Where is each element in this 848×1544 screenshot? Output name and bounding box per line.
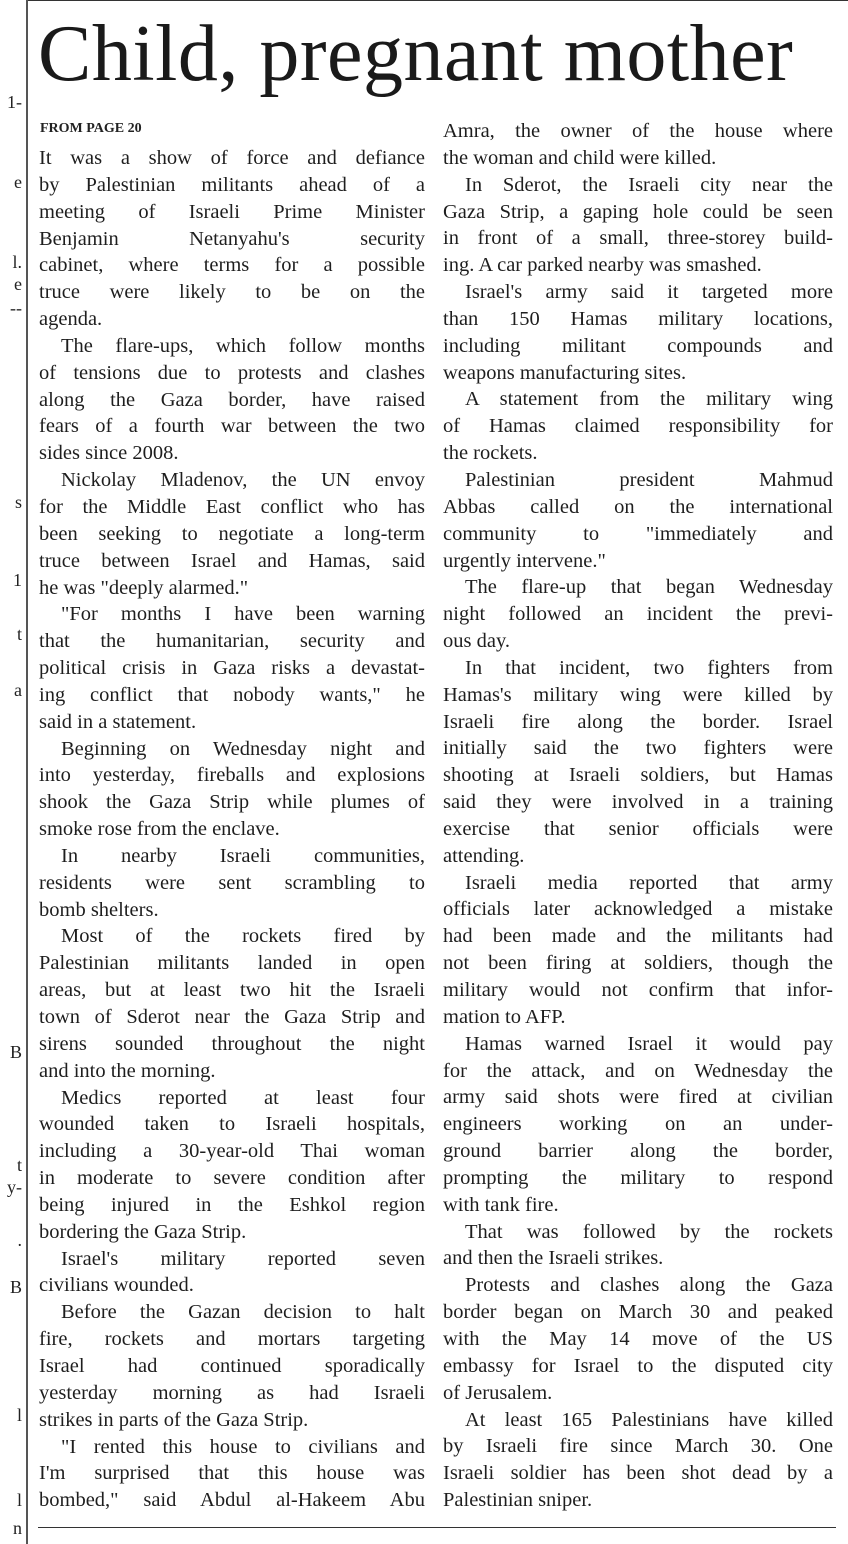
text-line: In nearby Israeli communities,	[61, 844, 425, 867]
paragraph	[39, 333, 425, 467]
text-line: urgently intervene."	[443, 549, 606, 572]
text-line: exercise that senior officials were	[443, 817, 833, 840]
paragraph	[39, 923, 425, 1084]
text-line: In that incident, two fighters from	[465, 656, 833, 679]
text-line: ous day.	[443, 630, 510, 653]
text-line: Israel had continued sporadically	[39, 1354, 425, 1377]
text-line: shook the Gaza Strip while plumes of	[39, 791, 425, 814]
text-line: of tensions due to protests and clashes	[39, 361, 425, 384]
text-line: officials later acknowledged a mistake	[443, 898, 833, 921]
text-line: Palestinian militants landed in open	[39, 952, 425, 975]
margin-fragment: s	[14, 492, 22, 512]
column-divider-rule	[26, 0, 28, 1544]
text-line: Palestinian president Mahmud	[465, 468, 833, 491]
text-line: smoke rose from the enclave.	[39, 818, 280, 841]
article-column-1	[39, 145, 425, 1514]
text-line: of Hamas claimed responsibility for	[443, 415, 833, 438]
text-line: That was followed by the rockets	[465, 1220, 833, 1243]
text-line: "For months I have been warning	[61, 603, 425, 626]
text-line: I'm surprised that this house was	[39, 1462, 425, 1485]
text-line: areas, but at least two hit the Israeli	[39, 979, 425, 1002]
text-line: ing conflict that nobody wants," he	[39, 683, 425, 706]
top-rule	[27, 0, 848, 1]
text-line: The flare-ups, which follow months	[61, 334, 425, 357]
paragraph	[443, 1219, 833, 1273]
text-line: being injured in the Eshkol region	[39, 1193, 425, 1216]
text-line: he was "deeply alarmed."	[39, 576, 249, 599]
text-line: attending.	[443, 844, 525, 867]
text-line: embassy for Israel to the disputed city	[443, 1354, 833, 1377]
margin-fragment: a	[14, 680, 22, 700]
paragraph	[443, 467, 833, 574]
text-line: in front of a small, three-storey build-	[443, 227, 833, 250]
text-line: in moderate to severe condition after	[39, 1167, 425, 1190]
text-line: ing. A car parked nearby was smashed.	[443, 254, 762, 277]
text-line: Gaza Strip, a gaping hole could be seen	[443, 200, 833, 223]
text-line: night followed an incident the previ-	[443, 603, 833, 626]
text-line: military would not confirm that infor-	[443, 979, 833, 1001]
text-line: bomb shelters.	[39, 898, 159, 921]
text-line: prompting the military to respond	[443, 1166, 833, 1189]
paragraph	[39, 1246, 425, 1300]
text-line: engineers working on an under-	[443, 1113, 833, 1136]
text-line: with tank fire.	[443, 1193, 559, 1216]
paragraph	[443, 1031, 833, 1219]
paragraph	[39, 736, 425, 843]
text-line: border began on March 30 and peaked	[443, 1301, 833, 1324]
text-line: ground barrier along the border,	[443, 1140, 833, 1163]
text-line: sirens sounded throughout the night	[39, 1032, 425, 1055]
article-column-2	[443, 118, 833, 1514]
margin-fragment: 1	[13, 570, 22, 590]
text-line: Protests and clashes along the Gaza	[465, 1274, 833, 1297]
margin-fragment: e	[14, 172, 22, 192]
text-line: Israeli media reported that army	[465, 871, 833, 894]
continuation-kicker: FROM PAGE 20	[40, 121, 142, 136]
text-line: been seeking to negotiate a long-term	[39, 522, 425, 545]
text-line: town of Sderot near the Gaza Strip and	[39, 1006, 425, 1028]
paragraph	[39, 1299, 425, 1433]
text-line: At least 165 Palestinians have killed	[465, 1408, 833, 1431]
text-line: for the Middle East conflict who has	[39, 495, 425, 518]
text-line: yesterday morning as had Israeli	[39, 1381, 425, 1404]
text-line: mation to AFP.	[443, 1005, 566, 1028]
text-line: by Israeli fire since March 30. One	[443, 1435, 833, 1458]
text-line: Hamas warned Israel it would pay	[465, 1032, 833, 1055]
text-line: Israeli fire along the border. Israel	[443, 710, 833, 733]
text-line: truce were likely to be on the	[39, 281, 425, 304]
paragraph	[443, 1272, 833, 1406]
text-line: strikes in parts of the Gaza Strip.	[39, 1408, 309, 1431]
text-line: agenda.	[39, 308, 103, 331]
text-line: weapons manufacturing sites.	[443, 361, 687, 384]
headline: Child, pregnant mother	[38, 10, 794, 98]
text-line: had been made and the militants had	[443, 925, 833, 948]
bottom-rule	[38, 1527, 836, 1528]
margin-fragment: B	[9, 1277, 22, 1297]
text-line: The flare-up that began Wednesday	[465, 576, 833, 599]
margin-fragment: e	[14, 274, 22, 294]
text-line: Nickolay Mladenov, the UN envoy	[61, 469, 425, 492]
text-line: and into the morning.	[39, 1059, 216, 1082]
text-line: army said shots were fired at civilian	[443, 1086, 833, 1109]
text-line: said in a statement.	[39, 710, 197, 733]
margin-fragment: t	[16, 1155, 22, 1175]
text-line: shooting at Israeli soldiers, but Hamas	[443, 764, 833, 787]
text-line: the rockets.	[443, 442, 538, 465]
paragraph	[443, 655, 833, 870]
text-line: Amra, the owner of the house where	[443, 120, 833, 142]
text-line: Beginning on Wednesday night and	[61, 737, 425, 760]
text-line: meeting of Israeli Prime Minister	[39, 200, 425, 223]
paragraph	[443, 172, 833, 279]
margin-fragment: B	[9, 1042, 22, 1062]
text-line: with the May 14 move of the US	[443, 1327, 833, 1350]
text-line: A statement from the military wing	[465, 388, 833, 411]
text-line: fears of a fourth war between the two	[39, 415, 425, 438]
paragraph	[39, 1434, 425, 1515]
margin-fragment: n	[13, 1518, 22, 1538]
text-line: political crisis in Gaza risks a devastat-	[39, 657, 425, 680]
paragraph	[39, 145, 425, 333]
paragraph	[39, 843, 425, 924]
margin-fragment: l	[16, 1405, 22, 1425]
text-line: civilians wounded.	[39, 1274, 194, 1297]
paragraph	[39, 601, 425, 735]
text-line: Israel's military reported seven	[61, 1247, 425, 1270]
text-line: sides since 2008.	[39, 442, 179, 465]
text-line: Israeli soldier has been shot dead by a	[443, 1462, 833, 1485]
margin-fragment: 1-	[7, 92, 22, 112]
text-line: and then the Israeli strikes.	[443, 1247, 664, 1270]
text-line: along the Gaza border, have raised	[39, 388, 425, 411]
text-line: Israel's army said it targeted more	[465, 281, 833, 304]
text-line: In Sderot, the Israeli city near the	[465, 173, 833, 196]
paragraph	[443, 118, 833, 172]
text-line: bombed," said Abdul al-Hakeem Abu	[39, 1489, 425, 1512]
text-line: than 150 Hamas military locations,	[443, 307, 833, 330]
text-line: initially said the two fighters were	[443, 737, 833, 760]
text-line: for the attack, and on Wednesday the	[443, 1059, 833, 1082]
text-line: bordering the Gaza Strip.	[39, 1220, 247, 1243]
text-line: into yesterday, fireballs and explosions	[39, 764, 425, 787]
paragraph	[39, 1085, 425, 1246]
paragraph	[39, 467, 425, 601]
text-line: said they were involved in a training	[443, 791, 833, 814]
text-line: It was a show of force and defiance	[39, 147, 425, 169]
text-line: Benjamin Netanyahu's security	[39, 227, 425, 250]
paragraph	[443, 386, 833, 467]
text-line: community to "immediately and	[443, 522, 833, 545]
text-line: that the humanitarian, security and	[39, 630, 425, 653]
margin-fragment: y-	[7, 1177, 22, 1197]
text-line: including a 30-year-old Thai woman	[39, 1140, 425, 1163]
margin-fragment: l.	[12, 252, 22, 272]
text-line: cabinet, where terms for a possible	[39, 254, 425, 277]
text-line: Before the Gazan decision to halt	[61, 1301, 425, 1324]
text-line: Most of the rockets fired by	[61, 925, 425, 948]
margin-fragment: .	[17, 1230, 22, 1250]
text-line: Medics reported at least four	[61, 1086, 425, 1109]
margin-fragment: --	[10, 298, 22, 318]
paragraph	[443, 1407, 833, 1514]
text-line: "I rented this house to civilians and	[61, 1435, 425, 1458]
text-line: the woman and child were killed.	[443, 146, 717, 169]
margin-fragment: l	[16, 1490, 22, 1510]
text-line: Abbas called on the international	[443, 495, 833, 518]
text-line: of Jerusalem.	[443, 1381, 553, 1404]
text-line: Palestinian sniper.	[443, 1489, 593, 1512]
text-line: by Palestinian militants ahead of a	[39, 173, 425, 196]
text-line: Hamas's military wing were killed by	[443, 683, 833, 706]
text-line: including militant compounds and	[443, 334, 833, 357]
text-line: wounded taken to Israeli hospitals,	[39, 1113, 425, 1136]
text-line: truce between Israel and Hamas, said	[39, 549, 425, 572]
paragraph	[443, 279, 833, 386]
paragraph	[443, 870, 833, 1031]
margin-fragment: t	[16, 624, 22, 644]
text-line: fire, rockets and mortars targeting	[39, 1328, 425, 1351]
paragraph	[443, 574, 833, 655]
text-line: not been firing at soldiers, though the	[443, 952, 833, 975]
text-line: residents were sent scrambling to	[39, 871, 425, 894]
